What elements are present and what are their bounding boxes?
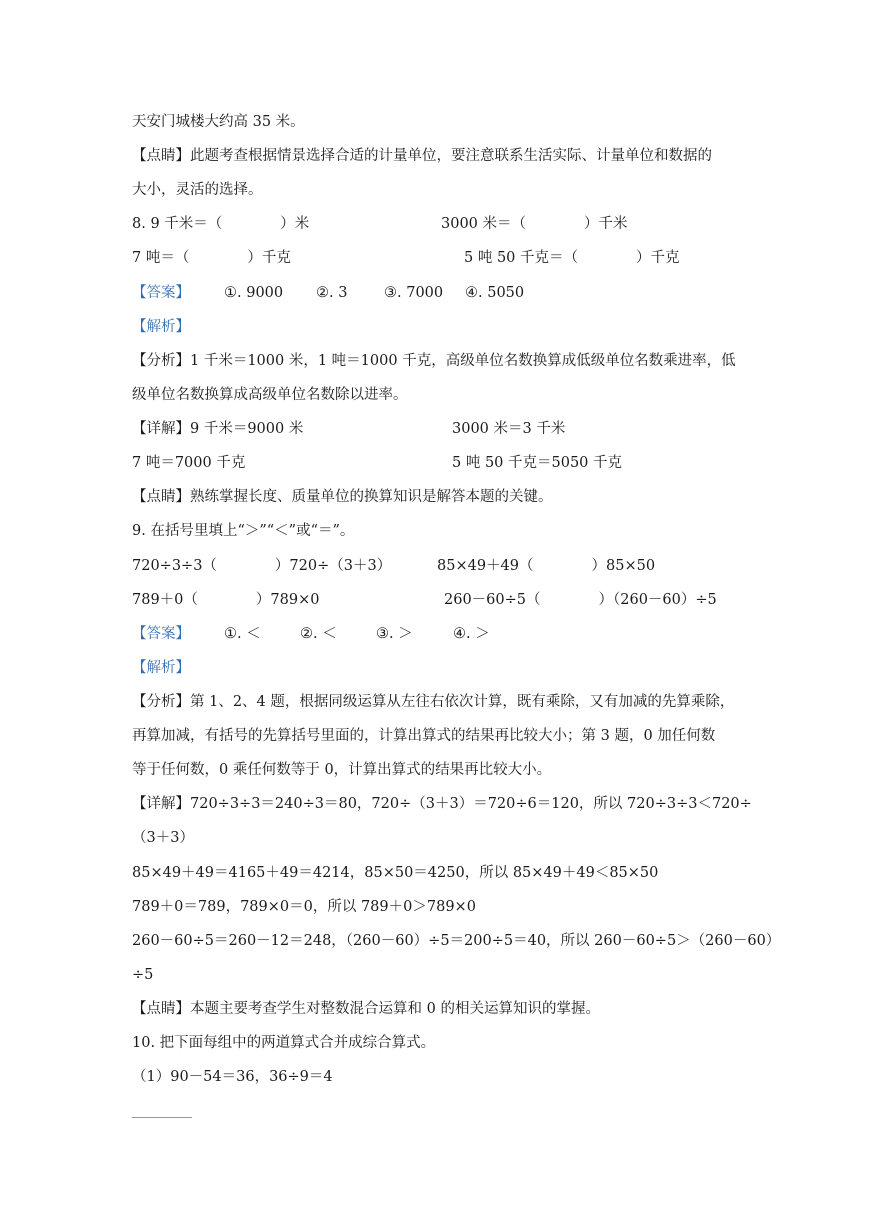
analysis-line: 级单位名数换算成高级单位名数除以进率。	[132, 387, 408, 403]
answer-item: ③. 7000	[384, 285, 444, 301]
question-8-line-2-right: 5 吨 50 千克＝（ ）千克	[464, 250, 680, 266]
question-10-sub-1: （1）90－54＝36，36÷9＝4	[132, 1069, 333, 1085]
detail-line: 【详解】720÷3÷3＝240÷3＝80，720÷（3＋3）＝720÷6＝120，所以 720÷3÷3＜720÷	[132, 796, 752, 812]
answer-item: ②. 3	[316, 285, 348, 301]
answer-item: ①. 9000	[224, 285, 284, 301]
analysis-line: 【分析】1 千米＝1000 米，1 吨＝1000 千克，高级单位名数换算成低级单位名数乘进率，低	[132, 353, 736, 369]
answer-item: ①. ＜	[224, 626, 261, 642]
detail-line: 85×49＋49＝4165＋49＝4214，85×50＝4250，所以 85×49＋49＜85×50	[132, 865, 659, 881]
comment-line: 【点睛】熟练掌握长度、质量单位的换算知识是解答本题的关键。	[132, 489, 553, 505]
analysis-line: 再算加减，有括号的先算括号里面的，计算出算式的结果再比较大小；第 3 题，0 加任何数	[132, 728, 716, 744]
comment-line: 【点睛】本题主要考查学生对整数混合运算和 0 的相关运算知识的掌握。	[132, 1001, 600, 1017]
analysis-line: 等于任何数，0 乘任何数等于 0，计算出算式的结果再比较大小。	[132, 762, 552, 778]
answer-item: ④. ＞	[453, 626, 490, 642]
question-9-line-1: 720÷3÷3（ ）720÷（3＋3）	[132, 558, 392, 574]
analysis-label: 【解析】	[132, 319, 190, 335]
analysis-label: 【解析】	[132, 660, 190, 676]
answer-item: ③. ＞	[376, 626, 413, 642]
question-8-line-2: 7 吨＝（ ）千克	[132, 250, 291, 266]
answer-item: ②. ＜	[300, 626, 337, 642]
question-10-title: 10. 把下面每组中的两道算式合并成综合算式。	[132, 1035, 436, 1051]
footnote-divider	[132, 1117, 192, 1118]
detail-line: 7 吨＝7000 千克	[132, 455, 246, 471]
analysis-line: 【分析】第 1、2、4 题，根据同级运算从左往右依次计算，既有乘除，又有加减的先算乘除，	[132, 694, 735, 710]
detail-line: （3＋3）	[132, 830, 194, 846]
answer-label: 【答案】	[132, 285, 190, 301]
comment-line: 大小，灵活的选择。	[132, 182, 263, 198]
detail-line: 789＋0＝789，789×0＝0，所以 789＋0＞789×0	[132, 899, 476, 915]
answer-item: ④. 5050	[465, 285, 525, 301]
detail-line-right: 3000 米＝3 千米	[452, 421, 566, 437]
comment-line: 【点睛】此题考查根据情景选择合适的计量单位，要注意联系生活实际、计量单位和数据的	[132, 148, 712, 164]
detail-line: 260－60÷5＝260－12＝248，（260－60）÷5＝200÷5＝40，所以 260－60÷5＞（260－60）	[132, 933, 781, 949]
answer-label: 【答案】	[132, 626, 190, 642]
detail-line: 【详解】9 千米＝9000 米	[132, 421, 304, 437]
question-9-line-1-right: 85×49＋49（ ）85×50	[437, 558, 656, 574]
question-8-line-1: 8. 9 千米＝（ ）米	[132, 216, 310, 232]
question-9-title: 9. 在括号里填上“＞”“＜”或“＝”。	[132, 523, 355, 539]
detail-line: ÷5	[132, 967, 154, 983]
question-9-line-2-right: 260－60÷5（ ）（260－60）÷5	[444, 592, 717, 608]
question-8-line-1-right: 3000 米＝（ ）千米	[441, 216, 628, 232]
question-9-line-2: 789＋0（ ）789×0	[132, 592, 320, 608]
text-line: 天安门城楼大约高 35 米。	[132, 114, 305, 130]
detail-line-right: 5 吨 50 千克＝5050 千克	[452, 455, 623, 471]
